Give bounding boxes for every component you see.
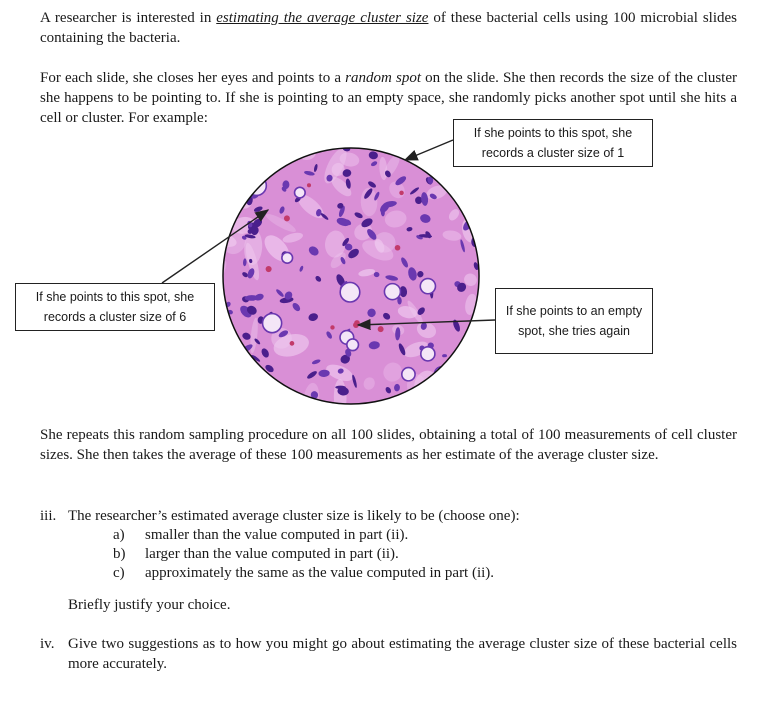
cell-nucleus <box>469 364 477 373</box>
tissue-fiber <box>209 328 237 358</box>
callout-cluster-1: If she points to this spot, she records a cluster size of 1 <box>453 119 653 167</box>
cell-nucleus <box>243 145 252 154</box>
cell-nucleus <box>222 358 231 367</box>
question-iv <box>40 634 737 676</box>
cell-nucleus <box>468 184 478 190</box>
callout-cluster-6: If she points to this spot, she records a cluster size of 6 <box>15 283 215 331</box>
pale-cell <box>435 367 449 381</box>
tissue-background <box>220 145 482 407</box>
red-blood-cell <box>266 266 272 272</box>
cell-nucleus <box>220 345 231 356</box>
tissue-fiber <box>236 369 269 391</box>
option-a-text: smaller than the value computed in part (ii). <box>145 527 409 543</box>
cell-nucleus <box>246 184 252 191</box>
tissue-sample <box>207 129 486 419</box>
pale-cell <box>420 279 435 294</box>
cell-nucleus <box>427 397 440 407</box>
tissue-fiber <box>228 359 256 389</box>
option-b-letter: b) <box>113 546 126 562</box>
red-blood-cell <box>399 191 404 196</box>
pale-cell <box>384 284 400 300</box>
cell-nucleus <box>237 201 243 207</box>
cell-nucleus <box>283 144 294 158</box>
option-b-text: larger than the value computed in part (ii). <box>145 546 399 562</box>
red-blood-cell <box>330 325 334 329</box>
arrow-cluster-1 <box>405 140 453 160</box>
cell-nucleus <box>237 172 244 177</box>
cell-nucleus <box>397 145 406 158</box>
red-blood-cell <box>307 183 311 187</box>
cell-nucleus <box>453 172 465 181</box>
option-c-letter: c) <box>113 565 125 581</box>
option-a-letter: a) <box>113 527 125 543</box>
question-iv-text: Give two suggestions as to how you might go about estimating the average cluster size of these bacterial cells more accurately. <box>68 636 737 672</box>
cell-nucleus <box>250 142 263 156</box>
question-iii <box>40 506 740 526</box>
tissue-fiber <box>436 377 467 407</box>
cell-nucleus <box>217 395 228 405</box>
pale-cell <box>340 282 360 302</box>
intro-emphasis: estimating the average cluster size <box>216 10 429 26</box>
pale-cell <box>247 176 267 196</box>
pale-cell <box>402 368 415 381</box>
option-a <box>0 525 773 545</box>
cell-nucleus <box>456 391 465 400</box>
cell-nucleus <box>401 399 411 406</box>
question-iii-text: The researcher’s estimated average cluster size is likely to be (choose one): <box>68 508 520 524</box>
pale-cell <box>421 347 435 361</box>
intro-text-1: A researcher is interested in <box>40 10 217 26</box>
red-blood-cell <box>395 245 401 251</box>
cell-nucleus <box>421 159 426 164</box>
option-c-text: approximately the same as the value computed in part (ii). <box>145 565 495 581</box>
tissue-fiber <box>231 376 253 397</box>
red-blood-cell <box>353 322 359 328</box>
procedure-text-2: on the slide. She then records the size of the cluster she happens to be pointing to. If she is pointing to an empty space, she randomly picks another spot until she hits a cell or cluster. For example: <box>40 70 737 126</box>
tissue-fiber <box>233 158 251 170</box>
cell-nucleus <box>225 148 236 163</box>
procedure-emphasis: random spot <box>345 70 421 86</box>
red-blood-cell <box>378 326 384 332</box>
cell-nucleus <box>222 189 229 198</box>
cell-nucleus <box>242 378 254 393</box>
option-b <box>0 544 773 564</box>
tissue-fiber <box>226 136 259 166</box>
pale-cell <box>347 339 359 351</box>
cell-nucleus <box>243 369 251 377</box>
procedure-text-1: For each slide, she closes her eyes and points to a <box>40 70 346 86</box>
question-iv-number: iv. <box>40 636 55 652</box>
callout-empty-spot: If she points to an empty spot, she tries again <box>495 288 653 354</box>
cell-nucleus <box>242 159 255 166</box>
cell-nucleus <box>471 336 485 344</box>
repeat-paragraph: She repeats this random sampling procedure on all 100 slides, obtaining a total of 100 measurements of cell cluster sizes. She then takes the average of these 100 measurements as her estimate of the average cluster size. <box>40 427 737 463</box>
cell-nucleus <box>466 347 477 360</box>
red-blood-cell <box>290 341 295 346</box>
cell-nucleus <box>473 384 484 395</box>
red-blood-cell <box>284 215 290 221</box>
cell-nucleus <box>437 150 446 159</box>
cell-nucleus <box>223 197 233 205</box>
option-c <box>0 563 773 583</box>
pale-cell <box>282 252 293 263</box>
cell-nucleus <box>469 375 476 382</box>
cell-nucleus <box>435 389 444 399</box>
tissue-fiber <box>244 129 286 165</box>
cell-nucleus <box>471 189 477 195</box>
cell-nucleus <box>335 386 346 389</box>
intro-text-2: of these bacterial cells using 100 microbial slides containing the bacteria. <box>40 10 737 46</box>
pale-cell <box>263 314 282 333</box>
justify-prompt: Briefly justify your choice. <box>68 597 231 613</box>
question-iii-number: iii. <box>40 508 57 524</box>
pale-cell <box>295 187 306 198</box>
